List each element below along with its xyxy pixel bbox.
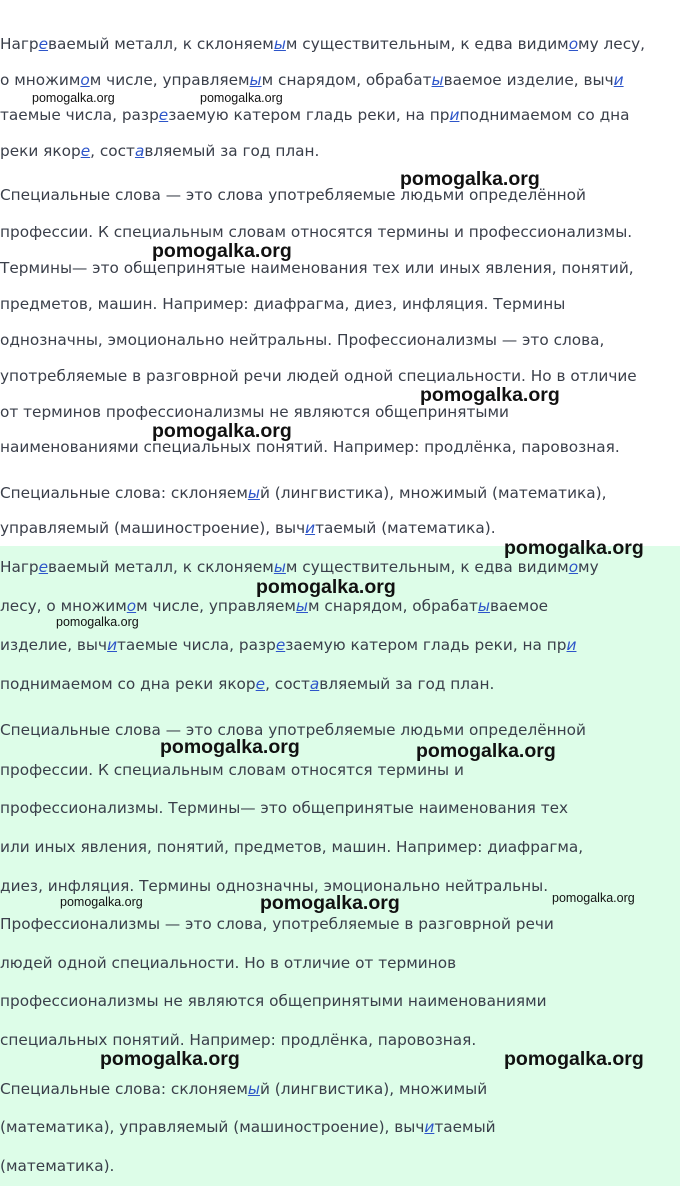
text-line: о множимом числе, управляемым снарядом, обрабатываемое изделие, вычи	[0, 71, 624, 89]
watermark: pomogalka.org	[160, 736, 300, 758]
watermark: pomogalka.org	[152, 240, 292, 262]
watermark: pomogalka.org	[504, 1048, 644, 1070]
text-line: диез, инфляция. Термины однозначны, эмоционально нейтральны.	[0, 877, 549, 895]
watermark: pomogalka.org	[552, 891, 635, 905]
watermark: pomogalka.org	[56, 615, 139, 629]
text-line: употребляемые в разговрной речи людей одной специальности. Но в отличие	[0, 367, 637, 385]
text-line: управляемый (машиностроение), вычитаемый (математика).	[0, 519, 496, 537]
text-line: профессионализмы не являются общепринятыми наименованиями	[0, 992, 547, 1010]
watermark: pomogalka.org	[60, 895, 143, 909]
watermark: pomogalka.org	[416, 740, 556, 762]
text-line: Профессионализмы — это слова, употребляемые в разговрной речи	[0, 915, 554, 933]
section-answer	[0, 546, 680, 1186]
text-line: (математика).	[0, 1157, 115, 1175]
watermark: pomogalka.org	[400, 168, 540, 190]
section-original	[0, 0, 680, 546]
watermark: pomogalka.org	[504, 537, 644, 559]
watermark: pomogalka.org	[420, 384, 560, 406]
text-line: Термины— это общепринятые наименования тех или иных явления, понятий,	[0, 259, 634, 277]
text-line: профессии. К специальным словам относятся термины и	[0, 761, 464, 779]
text-line: от терминов профессионализмы не являются общепринятыми	[0, 403, 509, 421]
text-line: реки якоре, составляемый за год план.	[0, 142, 320, 160]
text-line: таемые числа, разрезаемую катером гладь реки, на приподнимаемом со дна	[0, 106, 630, 124]
text-line: людей одной специальности. Но в отличие от терминов	[0, 954, 457, 972]
text-line: Специальные слова — это слова употребляемые людьми определённой	[0, 721, 586, 739]
text-line: Специальные слова: склоняемый (лингвистика), множимый (математика),	[0, 484, 607, 502]
watermark: pomogalka.org	[100, 1048, 240, 1070]
text-line: Нагреваемый металл, к склоняемым существительным, к едва видимому	[0, 558, 599, 576]
text-line: (математика), управляемый (машиностроение), вычитаемый	[0, 1118, 496, 1136]
text-line: Специальные слова: склоняемый (лингвистика), множимый	[0, 1080, 488, 1098]
text-line: изделие, вычитаемые числа, разрезаемую катером гладь реки, на при	[0, 636, 577, 654]
text-line: профессии. К специальным словам относятся термины и профессионализмы.	[0, 223, 633, 241]
watermark: pomogalka.org	[32, 91, 115, 105]
text-line: предметов, машин. Например: диафрагма, диез, инфляция. Термины	[0, 295, 566, 313]
watermark: pomogalka.org	[152, 420, 292, 442]
text-line: Специальные слова — это слова употребляемые людьми определённой	[0, 186, 586, 204]
text-line: лесу, о множимом числе, управляемым снарядом, обрабатываемое	[0, 597, 549, 615]
watermark: pomogalka.org	[200, 91, 283, 105]
text-line: поднимаемом со дна реки якоре, составляемый за год план.	[0, 675, 495, 693]
text-line: специальных понятий. Например: продлёнка, паровозная.	[0, 1031, 477, 1049]
text-line: Нагреваемый металл, к склоняемым существительным, к едва видимому лесу,	[0, 35, 646, 53]
text-line: или иных явления, понятий, предметов, машин. Например: диафрагма,	[0, 838, 584, 856]
text-line: профессионализмы. Термины— это общепринятые наименования тех	[0, 799, 569, 817]
watermark: pomogalka.org	[260, 892, 400, 914]
text-line: однозначны, эмоционально нейтральны. Профессионализмы — это слова,	[0, 331, 605, 349]
watermark: pomogalka.org	[256, 576, 396, 598]
text-line: наименованиями специальных понятий. Например: продлёнка, паровозная.	[0, 438, 620, 456]
